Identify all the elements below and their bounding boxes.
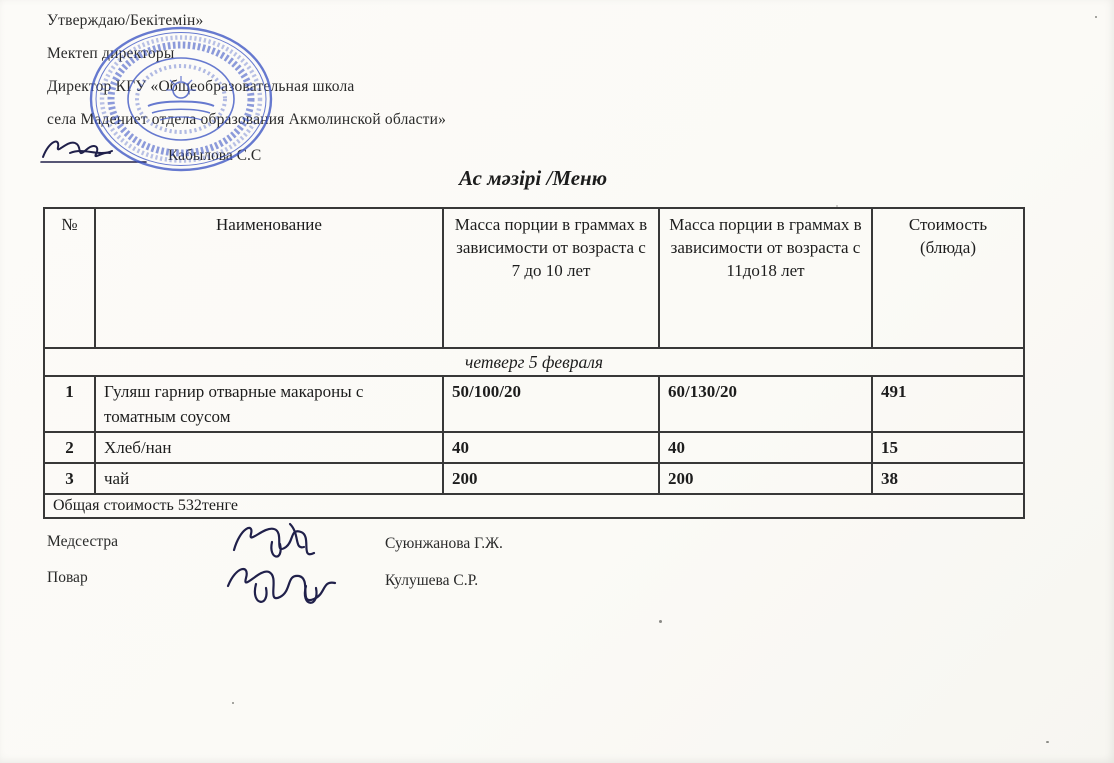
day-header: четверг 5 февраля — [44, 348, 1024, 376]
total-row — [44, 494, 1024, 518]
table-row — [44, 432, 1024, 463]
director-signature-row — [40, 133, 261, 167]
director-signature-icon — [40, 133, 158, 167]
cook-signature-icon — [222, 556, 357, 611]
header-cost: Стоимость (блюда) — [872, 208, 1024, 348]
dish-name: чай — [95, 463, 443, 494]
signature-role-cook: Повар — [47, 569, 88, 586]
header-number: № — [44, 208, 95, 348]
row-number: 3 — [44, 463, 95, 494]
mass-7-10: 40 — [443, 432, 659, 463]
day-header-row — [44, 348, 1024, 376]
director-name: Кабылова С.С — [168, 147, 262, 164]
dish-name: Хлеб/нан — [95, 432, 443, 463]
table-row — [44, 463, 1024, 494]
scan-speck — [659, 620, 662, 623]
cost: 15 — [872, 432, 1024, 463]
mass-11-18: 200 — [659, 463, 872, 494]
header-name: Наименование — [95, 208, 443, 348]
header-mass-7-10: Масса порции в граммах в зависимости от возраста с 7 до 10 лет — [443, 208, 659, 348]
header-mass-11-18: Масса порции в граммах в зависимости от возраста с 11до18 лет — [659, 208, 872, 348]
mass-11-18: 40 — [659, 432, 872, 463]
scan-speck — [232, 702, 234, 704]
page-title: Ас мәзірі /Меню — [458, 166, 608, 190]
row-number: 2 — [44, 432, 95, 463]
table-row — [44, 376, 1024, 432]
mass-11-18: 60/130/20 — [659, 376, 872, 432]
approval-line-4: села Мадениет отдела образования Акмолинской области» — [47, 111, 447, 128]
mass-7-10: 50/100/20 — [443, 376, 659, 432]
approval-line-1: Утверждаю/Бекітемін» — [47, 12, 204, 29]
signature-name-cook: Кулушева С.Р. — [385, 572, 479, 589]
dish-name: Гуляш гарнир отварные макароны с томатным соусом — [95, 376, 443, 432]
approval-block — [47, 12, 667, 144]
table-header-row — [44, 208, 1024, 348]
signature-name-nurse: Суюнжанова Г.Ж. — [385, 535, 503, 552]
cost: 491 — [872, 376, 1024, 432]
scan-speck — [1095, 16, 1097, 18]
mass-7-10: 200 — [443, 463, 659, 494]
total-cost: Общая стоимость 532тенге — [44, 494, 1024, 518]
nurse-signature-icon — [228, 516, 348, 566]
row-number: 1 — [44, 376, 95, 432]
approval-line-2: Мектеп директоры — [47, 45, 175, 62]
scan-speck — [836, 205, 838, 207]
menu-table — [43, 207, 1025, 519]
cost: 38 — [872, 463, 1024, 494]
scan-speck — [1046, 741, 1049, 743]
approval-line-3: Директор КГУ «Общеобразовательная школа — [47, 78, 355, 95]
signature-role-nurse: Медсестра — [47, 533, 118, 550]
